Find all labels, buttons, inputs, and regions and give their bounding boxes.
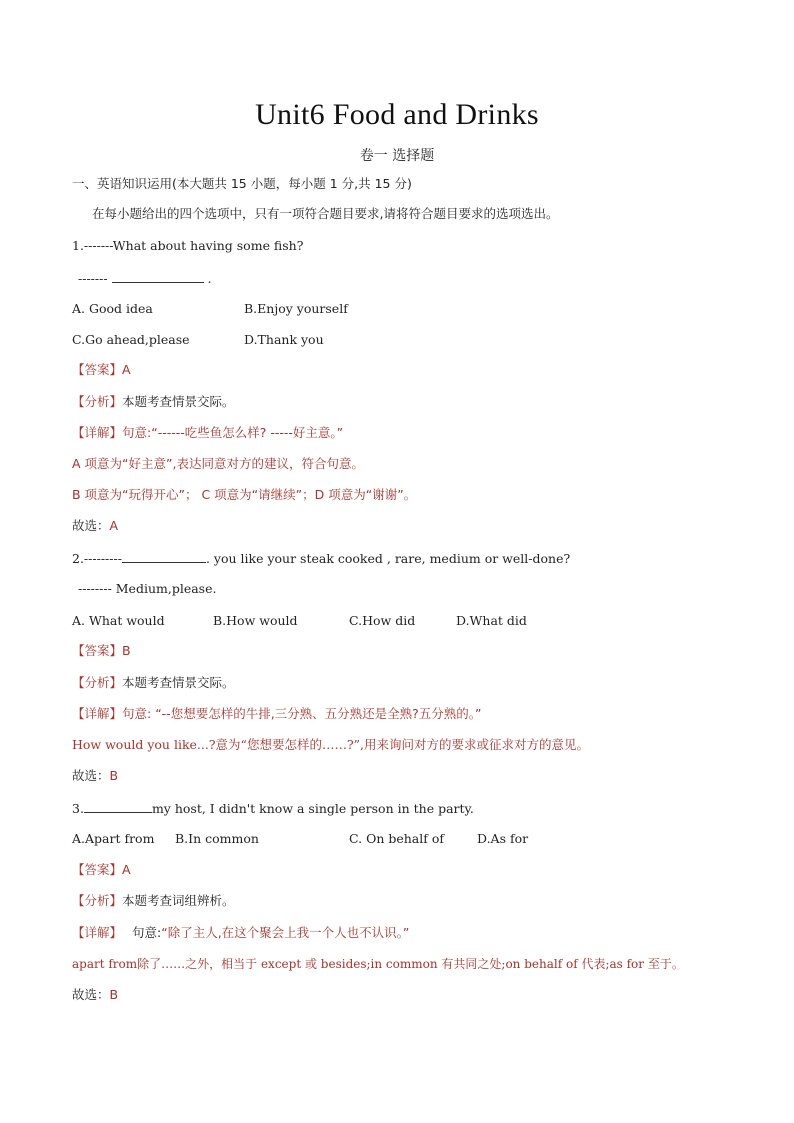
q3-stem-prefix: 3. — [72, 801, 84, 816]
instruction-text: 在每小题给出的四个选项中，只有一项符合题目要求,请将符合题目要求的选项选出。 — [92, 206, 559, 221]
q1-option-b: B.Enjoy yourself — [244, 301, 348, 316]
q3-note-1: apart from除了……之外，相当于 except 或 besides;in common 有共同之处;on behalf of 代表;as for 至于。 — [72, 957, 684, 971]
q2-choose-value: B — [109, 768, 119, 783]
q3-stem — [72, 800, 474, 817]
q1-analysis — [72, 394, 235, 410]
q1-option-c: C.Go ahead,please — [72, 332, 190, 347]
q3-option-c: C. On behalf of — [349, 831, 444, 846]
q3-analysis — [72, 893, 235, 909]
q2-option-d: D.What did — [456, 613, 527, 628]
q1-answer-label: 【答案】 — [72, 362, 123, 377]
q2-option-a: A. What would — [72, 613, 165, 628]
q2-choose-label: 故选： — [72, 768, 110, 783]
q3-option-d: D.As for — [477, 831, 529, 846]
q1-detail-label: 【详解】 — [72, 425, 123, 440]
q3-choose-label: 故选： — [72, 987, 110, 1002]
section-heading: 一、英语知识运用(本大题共 15 小题，每小题 1 分,共 15 分) — [72, 176, 412, 191]
q2-answer — [72, 643, 131, 659]
q1-reply — [78, 270, 212, 287]
q2-option-c: C.How did — [349, 613, 416, 628]
q3-analysis-label: 【分析】 — [72, 893, 123, 908]
q2-detail-text: 句意: “--您想要怎样的牛排,三分熟、五分熟还是全熟?五分熟的。” — [122, 706, 482, 721]
q2-analysis — [72, 675, 235, 691]
q2-option-b: B.How would — [213, 613, 298, 628]
q3-answer-label: 【答案】 — [72, 862, 123, 877]
q2-answer-label: 【答案】 — [72, 643, 123, 658]
q3-detail — [72, 925, 409, 941]
page-title: Unit6 Food and Drinks — [255, 98, 539, 131]
q3-detail-label: 【详解】 — [72, 925, 123, 940]
q2-detail-label: 【详解】 — [72, 706, 123, 721]
q1-blank — [112, 270, 204, 283]
q3-option-a: A.Apart from — [72, 831, 155, 846]
q3-detail-highlight: “除了主人, — [161, 925, 222, 940]
q1-choose-value: A — [109, 518, 119, 533]
q3-detail-prefix: 句意: — [132, 925, 162, 940]
q1-detail — [72, 425, 343, 441]
q1-choose — [72, 518, 118, 534]
q1-choose-label: 故选： — [72, 518, 110, 533]
q2-stem-suffix: . you like your steak cooked , rare, medium or well-done? — [205, 551, 571, 566]
q1-stem: 1.-------What about having some fish? — [72, 238, 304, 253]
q3-option-b: B.In common — [175, 831, 259, 846]
q2-blank — [122, 550, 206, 563]
q3-detail-rest: 在这个聚会上我一个人也不认识。” — [221, 925, 410, 940]
q3-answer — [72, 862, 131, 878]
q3-analysis-text: 本题考查词组辨析。 — [122, 893, 235, 908]
q1-reply-suffix: . — [207, 271, 212, 286]
q3-blank — [84, 800, 152, 813]
q2-answer-value: B — [122, 643, 131, 658]
q1-note-2: B 项意为“玩得开心”； C 项意为“请继续”；D 项意为“谢谢”。 — [72, 487, 417, 502]
q2-choose — [72, 768, 118, 784]
q2-stem — [72, 550, 570, 567]
q3-choose-value: B — [109, 987, 119, 1002]
page-subtitle: 卷一 选择题 — [359, 148, 435, 164]
q2-stem-prefix: 2.--------- — [72, 551, 122, 566]
q1-option-a: A. Good idea — [72, 301, 153, 316]
q1-note-1: A 项意为“好主意”,表达同意对方的建议，符合句意。 — [72, 456, 364, 471]
q1-detail-text: 句意:“------吃些鱼怎么样? -----好主意。” — [122, 425, 344, 440]
q1-analysis-label: 【分析】 — [72, 394, 123, 409]
q3-stem-suffix: my host, I didn't know a single person in the party. — [151, 801, 474, 816]
q2-note-1: How would you like...?意为“您想要怎样的……?”,用来询问对方的要求或征求对方的意见。 — [72, 737, 590, 752]
q1-answer — [72, 362, 131, 378]
q2-detail — [72, 706, 482, 722]
q2-analysis-text: 本题考查情景交际。 — [122, 675, 235, 690]
q2-reply: -------- Medium,please. — [78, 581, 217, 596]
q3-choose — [72, 987, 118, 1003]
q3-answer-value: A — [122, 862, 131, 877]
q2-analysis-label: 【分析】 — [72, 675, 123, 690]
q1-reply-prefix: ------- — [78, 271, 108, 286]
q1-analysis-text: 本题考查情景交际。 — [122, 394, 235, 409]
q1-answer-value: A — [122, 362, 131, 377]
q1-option-d: D.Thank you — [244, 332, 324, 347]
